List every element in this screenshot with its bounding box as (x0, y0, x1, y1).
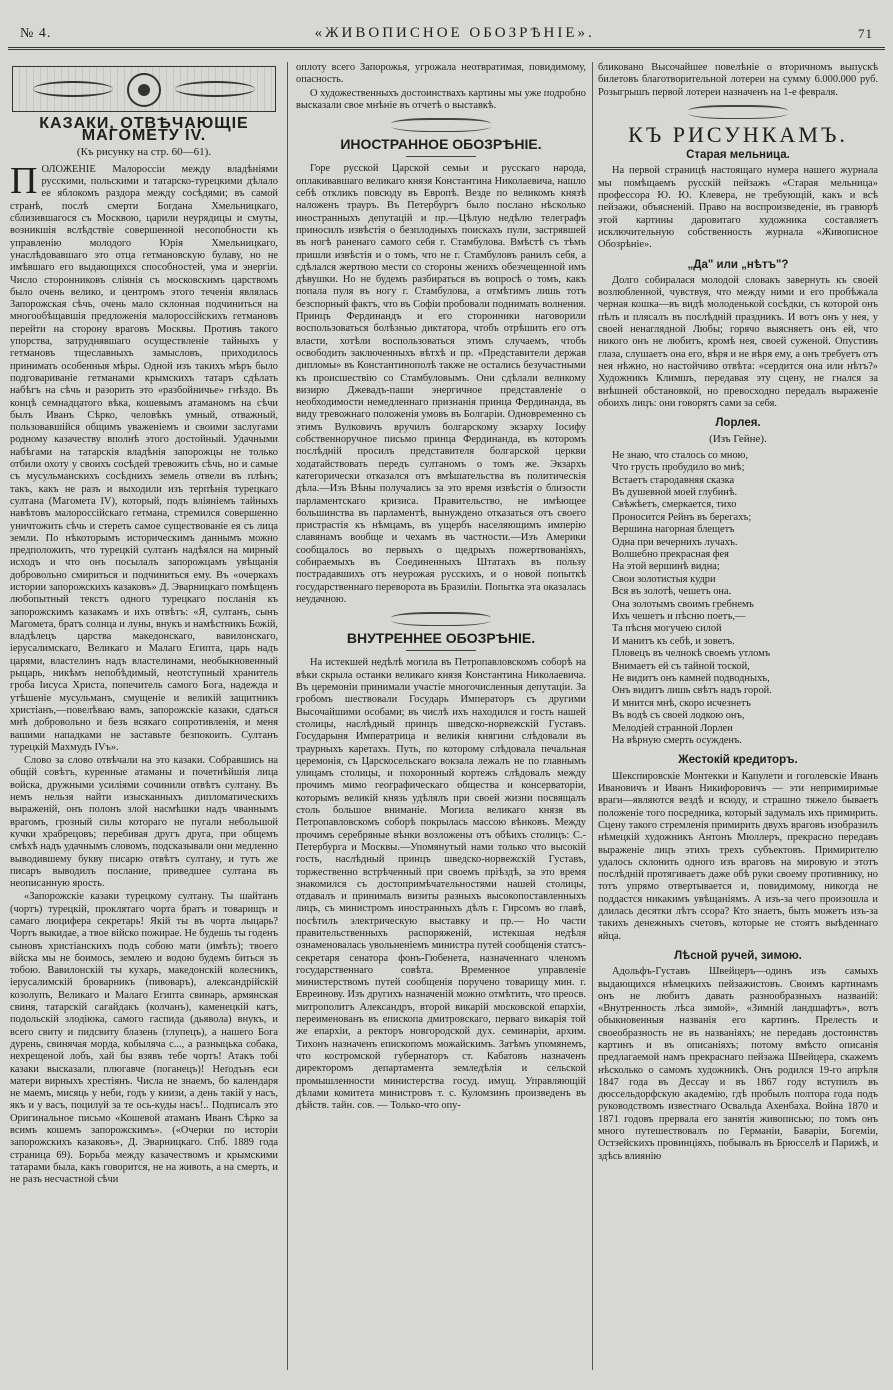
poem-line: Въ душевной моей глубинѣ. (612, 486, 738, 498)
paragraph-text: ОЛОЖЕНІЕ Малороссіи между владѣніями русскими, польскими и татарско-турецкими дѣлало ее яблокомъ раздора между сосѣдями; въ самой странѣ, послѣ смерти Богдана Хмельницкаго, сблизившагося съ Москвою, царили неурядицы и смуты, возникшія вслѣдствіе совершенной несопобности къ управленію молодого Юрія Хмельницкаго, унаслѣдовавшаго это отца гетмановскую булаву, но не имѣвшаго его выдающихся способностей, ума и энергіи. Число сторонниковъ сліянія съ московскимъ царствомъ было очень велико, и центромъ этого теченія являлась Запорожская сѣчь, очень мало склонная подчиниться на многообѣщавшія предложенія малороссійскихъ гетмановъ перейти на сторону враговъ Москвы. Противъ такого упорства, затруднявшаго осуществленіе тайныхъ у гетмановъ тщеславныхъ замысловъ, приходилось принимать особенныя мѣры. Одной изъ такихъ мѣръ было подговариваніе гетманами крымскихъ татаръ сдѣлать набѣгъ на сѣчь и разорить это «разбойничье» гнѣздо. Въ концѣ семнадцатого вѣка, кошевымъ атаманомъ на сѣчи былъ Иванъ Сѣрко, человѣкъ умный, отважный, пользовавшійся общимъ уваженіемъ и своими заслугами родному казачеству вполнѣ этого достойный. Удачными набѣгами на татарскія владѣнія запорожцы не только отбили охоту у своихъ сосѣдей тревожить сѣчь, но и самые съ мусульманскихъ сосѣднихъ земель отвели въ плѣнъ; такъ, какъ не разъ и выходили изъ терпѣнія турецкаго султана (Магомета IV), который, подъ вліяніемъ тайныхъ навѣтовъ малороссійскаго гетмана, стремился совершенно уничтожить сѣчь и стереть самое существованіе ея съ лица земли. По нѣкоторымъ историческимъ даннымъ можно предположить, что турецкій султанъ надѣялся на мирный исходъ и что онъ посылалъ запорожцамъ увѣщанія добровольно смириться и подчиниться ему. Въ «очеркахъ истории запорожскихъ казаковъ» Д. Эварницкаго помѣщенъ любопытный текстъ одного турецкаго посланія къ запорожскимъ казакамъ и ихъ отвѣтъ: «Я, султанъ, сынъ Магомета, братъ солнца и луны, внукъ и намѣстникъ Божій, владѣлецъ царства македонскаго, вавилонскаго, іерусалимскаго, Великаго и Малаго Египта, царь надъ царями, властелинъ надъ властелинами, необыкновенный рыцарь, никѣмъ непобѣдимый, неотступный хранитель гроба Іисуса Христа, попечитель самого Бога, надежда и утѣшеніе мусульманъ, смущеніе и великій защитникъ христіанъ,—повелѣваю вамъ, запорожскіе казаки, сдаться мнѣ добровольно и безъ всякаго сопротивленія, и меня вашими нападками не заставьте безпокоить. Султанъ турецкій Махмудъ IVъ». (10, 163, 278, 753)
poem-line: Что грусть пробудило во мнѣ; (612, 462, 745, 474)
subheading-forest-stream: Лѣсной ручей, зимою. (674, 949, 802, 962)
poem-line: Не знаю, что сталось со мною, (612, 449, 749, 461)
page-header (8, 24, 885, 50)
column-3 (598, 62, 878, 1374)
drop-cap: П (10, 159, 38, 202)
lorelei-source: (Изъ Гейне). (709, 433, 767, 446)
paragraph: Шекспировскіе Монтекки и Капулети и гоголевскіе Иванъ Ивановичъ и Иванъ Никифоровичъ — эти непримиримые враги—являются вездѣ и всюду, и страшно тяжело бываетъ положеніе того посредника, который задумалъ ихъ примирить. Сцену такого стремленія примирить двухъ враговъ изобразилъ нѣмецкій художникъ Антонъ Мюллеръ, прекрасно передавъ выраженіе лицъ этихъ трехъ субъектовъ. Примирителю удалось склонить одного изъ враговъ на мировую и этотъ послѣдній протягиваетъ даже обѣ руки своему противнику, но тотъ упрямо отвертывается и, повидимому, никогда не поддастся никакимъ увѣщаніямъ. А изъ-за чего произошла и длилась десятки лѣтъ ссора? Кто знаетъ, быть можетъ изъ-за такихъ денежныхъ счетовъ, которые не стоятъ выѣденнаго яйца. (598, 770, 878, 942)
ornament-banner-icon (12, 66, 276, 112)
paragraph: «Запорожскіе казаки турецкому султану. Ты шайтанъ (чортъ) турецкій, проклятаго чорта братъ и товарищъ и самаго люцифера секретарь! Якій ты въ чорта лыцарь? Чортъ выкидае, а твое війско пожирае. Не будешь ты годенъ сыновъ христіанскихъ подъ собою мати (имѣть); твоего війска мы не боимось, землею и водою будемъ биться зъ тобою. Вавилонскій ты кухарь, македонскій колесникъ, іерусалимскій броварникъ (пивоваръ), александрійскій козолупъ, Великаго и Малаго Египта свинарь, армянская свиня, татарскій сагайдакъ (колчанъ), каменецкій катъ, подольскій злодіюка, самого гаспида (дьявола) внукъ, и всего свиту и пидсвиту блазень (глупецъ), а нашего Бога дурень, свинячая морда, кобыляча с..., а разныцька собака, нехрещеной лобъ, хай бы взявъ тебе чортъ! Атакъ тобі казаки высказали, плюгавче (поганецъ)! Неґодънъ еси матери вирныхъ хрестіянъ. Числа не знаемъ, бо календаря не маемъ, мисяць у неби, годъ у книзи, а день такій у насъ, якъ и у васъ, поцилуй за те ось-куды насъ!.. Подписалъ это Оригинальное письмо «Кошевой атаманъ Иванъ Сѣрко за всимъ кошемъ запорожскимъ». («Очерки по исторіи запорожскихъ казаковъ», Д. Эварницкаго. Спб. 1889 года страница 69). Борьба между казачествомъ и крымскими татарами была, какъ говорится, не на животь, а на смерть, и не разъ несчастной сѣчи (10, 891, 278, 1186)
subheading-yes-or-no: „Да" или „нѣтъ"? (687, 258, 789, 271)
poem-line: Онъ видитъ лишь свѣтъ надъ горой. (612, 685, 772, 697)
subheading-creditor: Жестокій кредиторъ. (678, 754, 798, 767)
paragraph: Адольфъ-Густавъ Швейцеръ—одинъ изъ самыхъ выдающихся нѣмецкихъ пейзажистовъ. Своимъ картинамъ онъ не любитъ давать разнообразныхъ названій: «Внутренность лѣса зимой», «Зимній ландшафтъ», вотъ обыкновенныя названія его картинъ. Прелесть и своеобразность не въ названіяхъ; не передавъ достоинствъ картинъ и въ описаніяхъ; потому вмѣсто описанія предлагаемой намъ прекраснаго пейзажа Швейцера, скажемъ нѣсколько о самомъ художникѣ. Онъ родился 19-го апрѣля 1847 года въ Дессау и въ 1867 году вступилъ въ дюссельдорфскую академію, гдѣ пробылъ полтора года подъ руководствомъ известнаго Освальда Ахенбаха. Война 1870 и 1871 годовъ прервала его занятія живописью; по томъ онъ много путешествовалъ по Германіи, Баваріи, Богеміи, Остзейскихъ провинціяхъ, побывалъ въ Брюсселѣ и Парижѣ, и здѣсь влиянію (598, 966, 878, 1162)
article-title-cossacks: КАЗАКИ, ОТВѢЧАЮЩІЕ МАГОМЕТУ IV. (39, 115, 249, 145)
column-divider-2 (592, 62, 593, 1370)
poem-line: И манитъ къ себѣ, и зоветъ. (612, 635, 735, 647)
poem (612, 450, 878, 748)
paragraph: бликовано Высочайшее повелѣніе о вторичномъ выпускѣ билетовъ благотворительной лотереи на сумму 6.000.000 руб. Розыгрышъ первой лотереи назначенъ на 1-е февраля. (598, 62, 878, 98)
poem-line: Мелодіей странной Лорлеи (612, 722, 733, 734)
section-title-domestic: ВНУТРЕННЕЕ ОБОЗРѢНІЕ. (346, 630, 536, 647)
poem-line: Свои золотистыя кудри (612, 573, 716, 585)
ornament-divider-icon (688, 105, 788, 119)
poem-line: Встаетъ стародавняя сказка (612, 474, 735, 486)
paragraph: Горе русской Царской семьи и русскаго народа, оплакивавшаго великаго князя Константина Николаевича, нашло себѣ откликъ повсюду въ Европѣ. Везде по великомъ князѣ наложенъ трауръ. Въ Петербургъ было послано нѣсколько иностранныхъ депутацій и пр.—Цѣлую недѣлю телеграфъ приносилъ извѣстія о безплодныхъ поискахъ пули, застрявшей въ ногѣ раненаго самого себя г. Стамбулова. Вмѣстѣ съ тѣмъ пришли извѣстія и о томъ, что не г. Стамбуловъ ранилъ себя, а сдѣлался жертвою мести со стороны женихъ обезчещенной имъ дѣвушки. Но не будемъ разбираться въ вопросѣ о томъ, какъ попала пуля въ ногу г. Стамбулова, а отмѣтимъ лишь тотъ безспорный фактъ, что въ Софіи пробовали поднимать волнения. Принцъ Фердинандъ и его сторонники наговорили воспользоваться болѣзнью диктатора, чтобъ отрѣшить его отъ власти, хотѣли воспользоваться этимъ случаемъ, чтобъ освободить заключенныхъ вѣтхѣ и пр. «Представители держав дипломы» въ Константинополѣ также не остались безучастными къ происшествію со Стамбуловымъ. Они сдѣлали великому визирю Джевадъ-паши энергичное представленіе о необходимости немедленнаго признанія принца Фердинанда, въ виду тревожнаго положенія умовъ въ Болгаріи. Одновременно съ этимъ Вулковичъ вручилъ болгарскому экзарху Іосифу собственноручное письмо принца Фердинанда, въ которомъ послѣдній просилъ представителя болгарской церкви ходатайствовать передъ султаномъ о томъ же. Экзархъ категорически отказался отъ вмѣшательства въ политическія дѣла.—Изъ Вѣны получались за это время извѣстія о близости парламентскаго кризиса. Правительство, не имѣющее большинства въ парламентѣ, вынуждено отказаться отъ своего пристрастія къ нѣмцамъ, въ ущербъ населяющимъ имперію славянамъ вообще и чехамъ въ частности.—Изъ Америки сообщалось во первыхъ о щедрыхъ пожертвованіяхъ, собираемыхъ въ Соединенныхъ Штатахъ въ пользу пострадавшихъ отъ неурожая русскихъ, и о новой попыткѣ государственнаго переворота въ Бразиліи. Попытка эта оказалась неудачною. (296, 163, 586, 605)
poem-line: Пловецъ въ челнокѣ своемъ утломъ (612, 648, 771, 660)
paragraph: На первой страницѣ настоящаго нумера нашего журнала мы помѣщаемъ русскій пейзажъ «Старая мельница» профессора Ю. Ю. Клевера, не требующій, какъ и всѣ пейзажи, объясненій. Право на воспроизведеніе, въ гравюрѣ этой картины даровитаго художника составляетъ исключительную собственность журнала «Живописное Обозрѣніе». (598, 165, 878, 251)
ornament-divider-icon (391, 612, 491, 626)
poem-line: Въ водѣ съ своей лодкою онъ, (612, 710, 745, 722)
poem-line: Одна при вечернихъ лучахъ. (612, 536, 738, 548)
poem-line: Вершина нагорная блещетъ (612, 524, 735, 536)
column-divider-1 (287, 62, 288, 1370)
magazine-title: «ЖИВОПИСНОЕ ОБОЗРѢНІЕ». (314, 25, 595, 41)
paragraph: Долго собиралася молодой словакъ завернуть къ своей возлюбленной, чувствуя, что между ними и его пробѣжала черная кошка—въ видѣ молоденькой сосѣдки, съ которой онъ пѣлъ и плясалъ въ послѣдній праздникъ. И вотъ онъ у нея, у своей ненаглядной Любы; горячо выясняетъ онъ ей, что никого онъ не любитъ, кромѣ нея, своей суженой. Опустивъ глаза, слушаетъ она его, вѣря и не вѣря ему, а онъ требуетъ отъ нея нѣжно, но настойчиво отвѣта: «сердится она или нѣтъ?» Художникъ Климшъ, передавая эту сцену, не гнался за внѣшней обстановкой, но превосходно передалъ выраженіе обоихъ лицъ: они говорятъ сами за себя. (598, 274, 878, 409)
ornament-divider-icon (391, 118, 491, 132)
divider (406, 650, 476, 651)
poem-line: Не видитъ онъ камней подводныхъ, (612, 673, 770, 685)
mask-icon (127, 73, 161, 107)
section-title-illustrations: КЪ РИСУНКАМЪ. (628, 121, 848, 147)
poem-line: Вся въ золотѣ, чешетъ она. (612, 586, 732, 598)
column-2 (296, 62, 586, 1374)
poem-line: Ихъ чешетъ и пѣсню поетъ,— (612, 611, 746, 622)
section-title-foreign: ИНОСТРАННОЕ ОБОЗРѢНІЕ. (340, 136, 542, 153)
poem-line: Волшебно прекрасная фея (612, 548, 729, 560)
article-subtitle-cossacks: (Къ рисунку на стр. 60—61). (76, 145, 212, 158)
paragraph: оплоту всего Запорожья, угрожала неотвратимая, повидимому, опасность. (296, 62, 586, 86)
poem-line: Свѣжѣетъ, смеркается, тихо (612, 499, 737, 511)
poem-line: На этой вершинѣ видна; (612, 561, 720, 573)
paragraph: Слово за слово отвѣчали на это казаки. Собравшись на общій совѣтъ, куренные атаманы и почетнѣйшія лица войска, дружными усиліями сочинили отвѣтъ султану. Въ немъ нельзя найти изысканныхъ дипломатическихъ выраженій, онъ полонъ злой насмѣшки надъ чваннымъ врагомъ, грозный силы котораго не пугали небольшой кучки храбрецовъ; перебивая другъ друга, при общемъ смѣхѣ надъ удачнымъ словомъ, подсказывали они медленно выводившему букву писарю отвѣтъ султану, и тутъ же писаръ выводилъ послание, приведшее султана въ неописанную ярость. (10, 755, 278, 890)
poem-line: Она золотымъ своимъ гребнемъ (612, 598, 754, 610)
page-number: 71 (858, 25, 873, 41)
poem-line: Внимаетъ ей съ тайной тоской, (612, 660, 750, 672)
subheading-lorelei: Лорлея. (715, 417, 761, 430)
paragraph: На истекшей недѣлѣ могила въ Петропавловскомъ соборѣ на вѣки скрыла останки великаго князя Константина Николаевича. Въ церемоніи принимали участіе многочисленныя депутаціи. За гробомъ шествовали Государь Императоръ съ другими Высочайшими особами; въ числѣ ихъ находился и гость нашей столицы, наслѣдный принцъ шведско-норвежскій Густавъ. Государыня Императрица и великія княгини слѣдовали въ траурныхъ каретахъ. Путь, по которому слѣдовала печальная церемонія, съ Царскосельскаго вокзала лежалъ не по главнымъ улицамъ столицы, и похоронный кортежъ слѣдовалъ между прочимъ мимо географическаго общества и консерваторіи, которымъ великій князь удѣлялъ при своей жизни посвящалъ столь большое вниманіе. Могила великаго князя въ Петропавловскомъ соборѣ покрылась массою вѣнковъ. Между прочимъ серебряные вѣнки возложены отъ обѣихъ столицъ: С.-Петербурга и Москвы.—Упомянутый нами только что высокій гость, наслѣдный принцъ шведско-норвежскій Густавъ, торжественно встрѣченный при своемъ пріѣздѣ, за это время знакомился съ достопримѣчательностями нашей столицы, отдавалъ и принималъ визиты разныхъ высокопоставленныхъ лицъ, съ министромъ иностранныхъ дѣлъ г. Гирсомъ во главѣ, посѣтилъ электрическую выставку и пр.— Но части правительственныхъ распоряженій, истекшая недѣля ознаменовалась увольненіемъ министра путей сообщенія статсъ-секретаря сенатора фонъ-Гюбенета, назначеннаго членомъ государственнаго совѣта. Временное управленіе министерствомъ путей сообщенія поручено товарищу мин. г. Евреинову. Изъ другихъ назначеній можно отмѣтить, что преосв. митрополитъ Александръ, второй викарій московской епархіи, переименованъ въ епископа дмитровскаго, перваго викарія той же епархіи, а ректоръ новгородской дух. семинаріи, архим. Тихонъ назначенъ епископомъ можайскимъ. Затѣмъ упомянемъ, что костромской губернаторъ ст. Кабатовъ назначенъ директоромъ департамента земледѣлія и сельской промышленности министерства госуд. имущ. Управляющій дѣлами комитета министровъ т. с. Куломзинъ произведенъ въ дѣйств. тайн. сов. — Только-что опу- (296, 657, 586, 1112)
paragraph: О художественныхъ достоинствахъ картины мы уже подробно высказали свое мнѣніе въ отчетѣ о выставкѣ. (296, 87, 586, 111)
poem-line: Проносится Рейнъ въ берегахъ; (612, 511, 752, 523)
issue-number: № 4. (20, 25, 52, 41)
poem-line: Та пѣсня могучею силой (612, 623, 722, 635)
subheading-old-mill: Старая мельница. (686, 149, 790, 162)
divider (406, 156, 476, 157)
column-1 (10, 62, 278, 1374)
poem-line: И мнится мнѣ, скоро исчезнетъ (612, 697, 751, 709)
poem-line: На вѣрную смерть осужденъ. (612, 735, 742, 747)
paragraph (10, 159, 278, 754)
